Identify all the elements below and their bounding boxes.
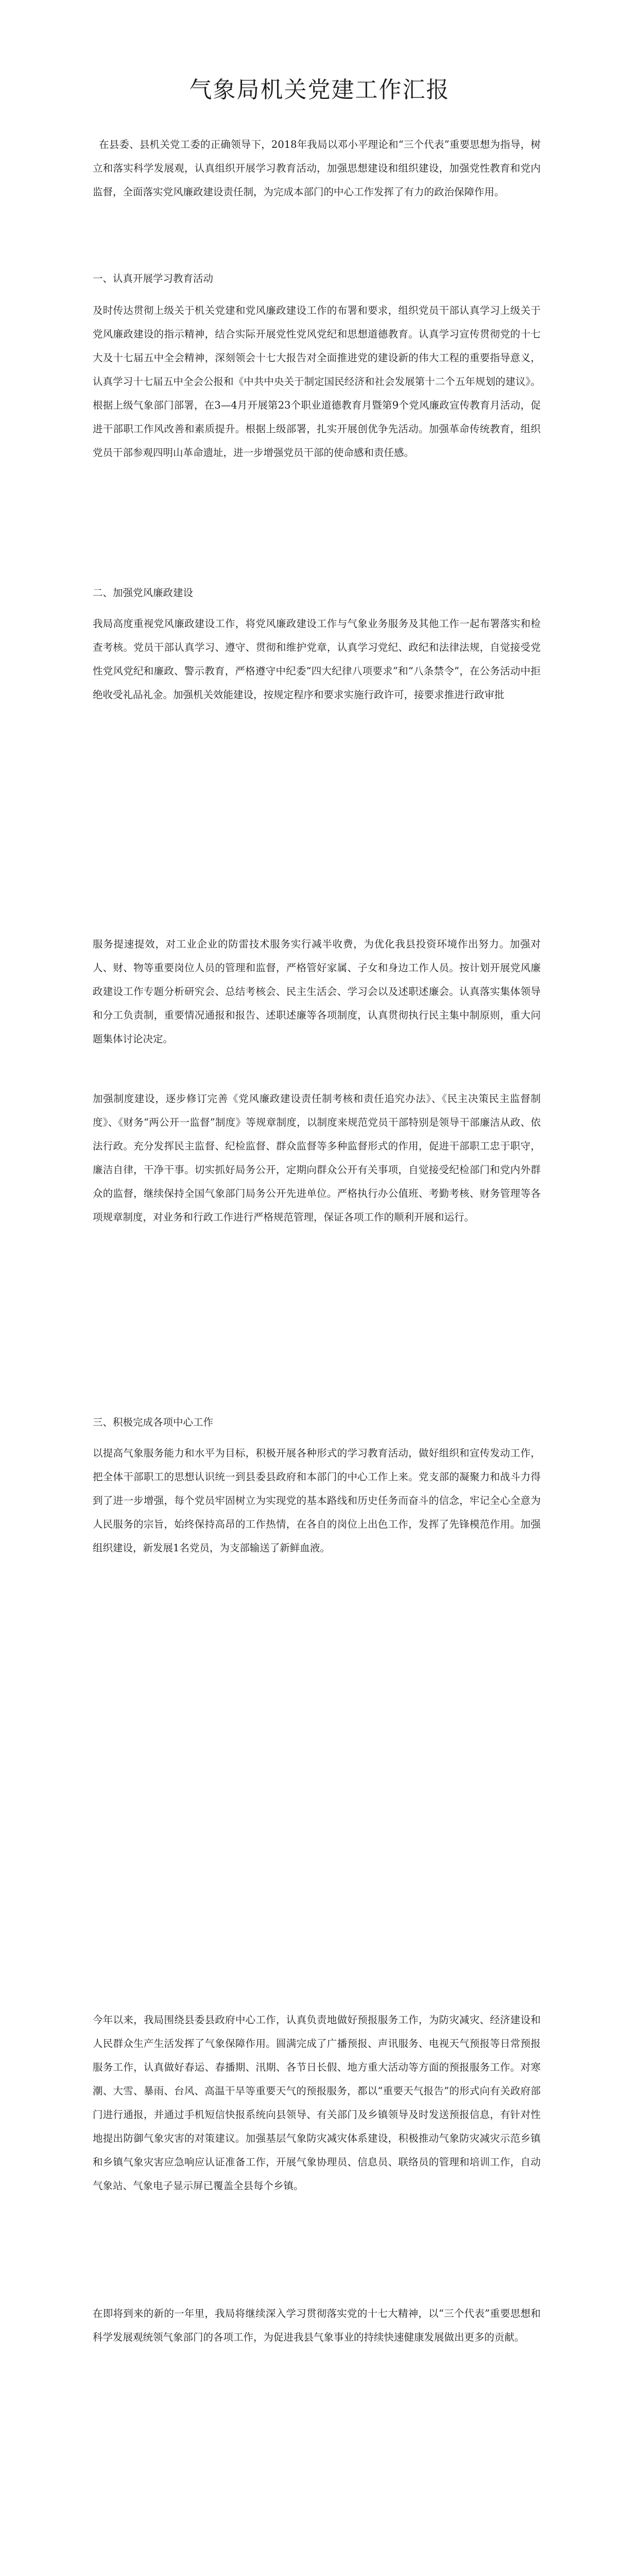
section2-paragraph-3: 加强制度建设，逐步修订完善《党风廉政建设责任制考核和责任追究办法》、《民主决策民主监督制度》、《财务“两公开一监督”制度》等规章制度，以制度来规范党员干部特别是领导干部廉洁从政、依法行政。充分发挥民主监督、纪检监督、群众监督等多种监督形式的作用，促进干部职工忠于职守，廉洁自律，干净干事。切实抓好局务公开，定期向群众公开有关事项，自觉接受纪检部门和党内外群众的监督，继续保持全国气象部门局务公开先进单位。严格执行办公值班、考勤考核、财务管理等各项规章制度，对业务和行政工作进行严格规范管理，保证各项工作的顺利开展和运行。 bbox=[93, 1093, 541, 1223]
section2-paragraph-1: 我局高度重视党风廉政建设工作，将党风廉政建设工作与气象业务服务及其他工作一起布署落实和检查考核。党员干部认真学习、遵守、贯彻和维护党章，认真学习党纪、政纪和法律法规，自觉接受党性党风党纪和廉政、警示教育，严格遵守中纪委“四大纪律八项要求”和“八条禁令”，在公务活动中拒绝收受礼品礼金。加强机关效能建设，按规定程序和要求实施行政许可，接要求推进行政审批 bbox=[93, 618, 541, 701]
section3-paragraph-2: 今年以来，我局围绕县委县政府中心工作，认真负责地做好预报服务工作，为防灾减灾、经济建设和人民群众生产生活发挥了气象保障作用。圆满完成了广播预报、声讯服务、电视天气预报等日常预报服务工作，认真做好春运、春播期、汛期、各节日长假、地方重大活动等方面的预报服务工作。对寒潮、大雪、暴雨、台风、高温干旱等重要天气的预报服务，都以“重要天气报告”的形式向有关政府部门进行通报，并通过手机短信快报系统向县领导、有关部门及乡镇领导及时发送预报信息，有针对性地提出防御气象灾害的对策建议。加强基层气象防灾减灾体系建设，积极推动气象防灾减灾示范乡镇和乡镇气象灾害应急响应认证准备工作，开展气象协理员、信息员、联络员的管理和培训工作，自动气象站、气象电子显示屏已覆盖全县每个乡镇。 bbox=[93, 2014, 541, 2192]
closing-paragraph: 在即将到来的新的一年里，我局将继续深入学习贯彻落实党的十七大精神，以“三个代表”重要思想和科学发展观统领气象部门的各项工作，为促进我县气象事业的持续快速健康发展做出更多的贡献。 bbox=[93, 2308, 541, 2343]
section2-heading: 二、加强党风廉政建设 bbox=[93, 587, 194, 599]
section2-paragraph-2: 服务提速提效，对工业企业的防雷技术服务实行减半收费，为优化我县投资环境作出努力。加强对人、财、物等重要岗位人员的管理和监督，严格管好家属、子女和身边工作人员。按计划开展党风廉政建设工作专题分析研究会、总结考核会、民主生活会、学习会以及述职述廉会。认真落实集体领导和分工负责制，重要情况通报和报告、述职述廉等各项制度，认真贯彻执行民主集中制原则，重大问题集体讨论决定。 bbox=[93, 938, 541, 1045]
document-title: 气象局机关党建工作汇报 bbox=[189, 77, 450, 103]
section1-paragraph: 及时传达贯彻上级关于机关党建和党风廉政建设工作的布署和要求，组织党员干部认真学习上级关于党风廉政建设的指示精神，结合实际开展党性党风党纪和思想道德教育。认真学习宣传贯彻党的十七大及十七届五中全会精神，深刻领会十七大报告对全面推进党的建设新的伟大工程的重要指导意义，认真学习十七届五中全会公报和《中共中央关于制定国民经济和社会发展第十二个五年规划的建议》。根据上级气象部门部署，在3—4月开展第23个职业道德教育月暨第9个党风廉政宣传教育月活动，促进干部职工作风改善和素质提升。根据上级部署，扎实开展创优争先活动。加强革命传统教育，组织党员干部参观四明山革命遗址，进一步增强党员干部的使命感和责任感。 bbox=[93, 304, 541, 459]
section3-paragraph-1: 以提高气象服务能力和水平为目标，积极开展各种形式的学习教育活动，做好组织和宣传发动工作，把全体干部职工的思想认识统一到县委县政府和本部门的中心工作上来。党支部的凝聚力和战斗力得到了进一步增强，每个党员牢固树立为实现党的基本路线和历史任务而奋斗的信念，牢记全心全意为人民服务的宗旨，始终保持高昂的工作热情，在各自的岗位上出色工作，发挥了先锋模范作用。加强组织建设，新发展1名党员，为支部输送了新鲜血液。 bbox=[93, 1447, 541, 1554]
intro-paragraph: 在县委、县机关党工委的正确领导下，2018年我局以邓小平理论和“三个代表”重要思想为指导，树立和落实科学发展观，认真组织开展学习教育活动，加强思想建设和组织建设，加强党性教育和党内监督，全面落实党风廉政建设责任制，为完成本部门的中心工作发挥了有力的政治保障作用。 bbox=[93, 139, 541, 198]
section3-heading: 三、积极完成各项中心工作 bbox=[93, 1416, 214, 1428]
section1-heading: 一、认真开展学习教育活动 bbox=[93, 273, 214, 284]
